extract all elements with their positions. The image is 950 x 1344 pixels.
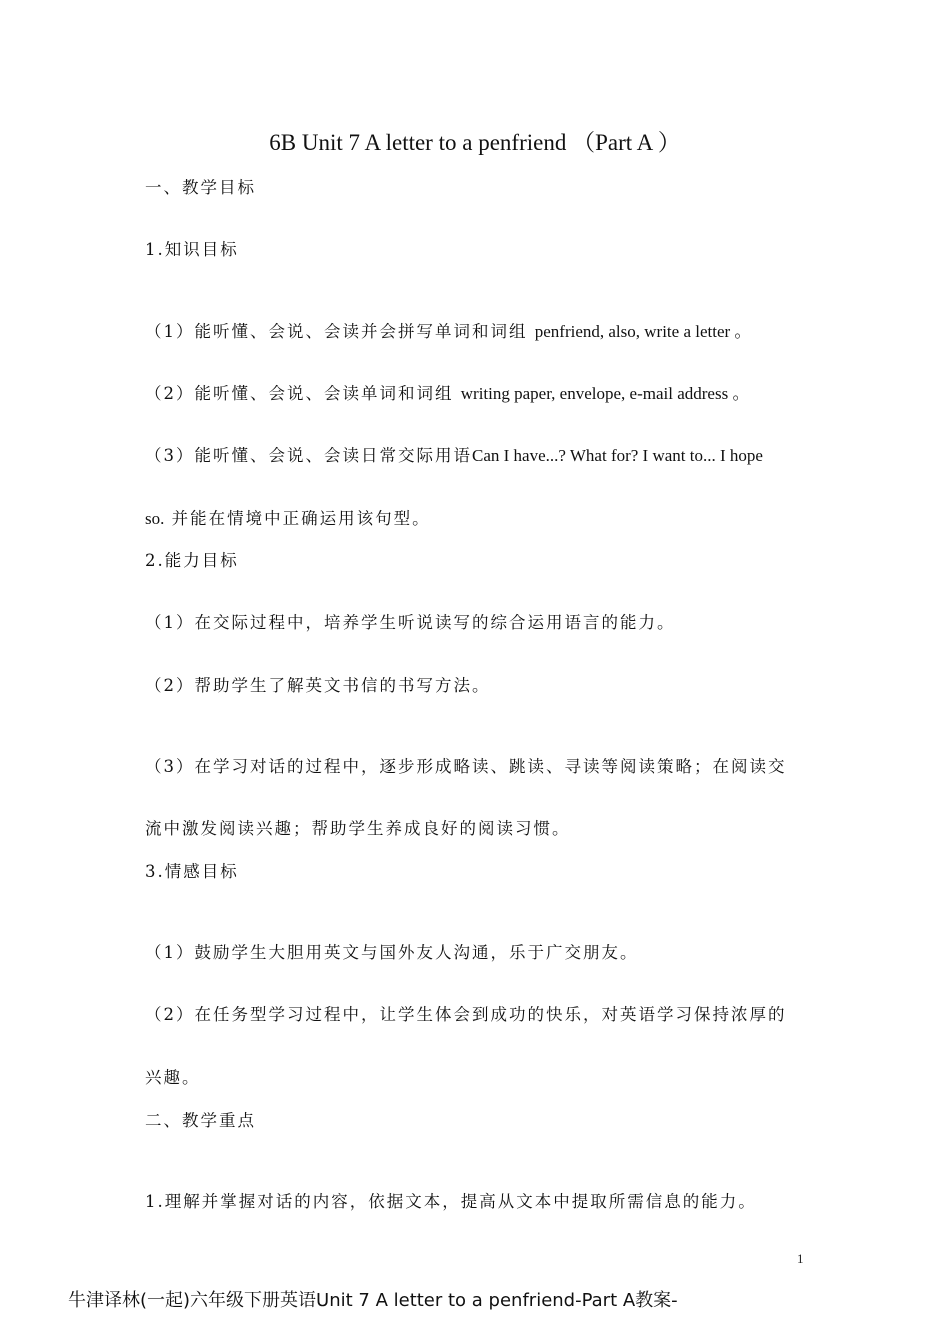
- emotion-item-2: （2）在任务型学习过程中，让学生体会到成功的快乐，对英语学习保持浓厚的: [145, 1005, 787, 1024]
- document-title: 6B Unit 7 A letter to a penfriend （Part A ）: [269, 130, 681, 155]
- subheading-ability: 2.能力目标: [145, 551, 239, 570]
- knowledge-item-3-continued: [145, 508, 431, 530]
- knowledge-item-2: [145, 383, 749, 405]
- knowledge-item-3-cn: （3）能听懂、会说、会读日常交际用语: [145, 446, 472, 465]
- knowledge-item-2-en: writing paper, envelope, e-mail address 。: [460, 384, 750, 403]
- knowledge-item-1-en: penfriend, also, write a letter 。: [534, 322, 752, 341]
- knowledge-item-3: [145, 445, 763, 467]
- subheading-knowledge: 1.知识目标: [145, 240, 239, 259]
- section-heading-key-points: 二、教学重点: [145, 1111, 256, 1130]
- subheading-emotion: 3.情感目标: [145, 862, 239, 881]
- emotion-item-1: （1）鼓励学生大胆用英文与国外友人沟通，乐于广交朋友。: [145, 943, 639, 962]
- knowledge-item-3-cn-end: 并能在情境中正确运用该句型。: [171, 509, 431, 528]
- footer-caption: 牛津译林(一起)六年级下册英语Unit 7 A letter to a penfriend-Part A教案-: [68, 1290, 678, 1311]
- knowledge-item-1-cn: （1）能听懂、会说、会读并会拼写单词和词组: [145, 322, 528, 341]
- ability-item-3-continued: 流中激发阅读兴趣；帮助学生养成良好的阅读习惯。: [145, 819, 571, 838]
- page-number: 1: [797, 1251, 804, 1266]
- section-heading-objectives: 一、教学目标: [145, 178, 256, 197]
- knowledge-item-1: [145, 321, 751, 343]
- key-point-item-1: 1.理解并掌握对话的内容，依据文本，提高从文本中提取所需信息的能力。: [145, 1192, 757, 1211]
- knowledge-item-2-cn: （2）能听懂、会说、会读单词和词组: [145, 384, 454, 403]
- ability-item-2: （2）帮助学生了解英文书信的书写方法。: [145, 676, 491, 695]
- ability-item-3: （3）在学习对话的过程中，逐步形成略读、跳读、寻读等阅读策略；在阅读交: [145, 757, 787, 776]
- emotion-item-2-continued: 兴趣。: [145, 1068, 201, 1087]
- knowledge-item-3-en: Can I have...? What for? I want to... I hope: [472, 446, 763, 465]
- ability-item-1: （1）在交际过程中，培养学生听说读写的综合运用语言的能力。: [145, 613, 676, 632]
- knowledge-item-3-en-end: so.: [145, 509, 165, 528]
